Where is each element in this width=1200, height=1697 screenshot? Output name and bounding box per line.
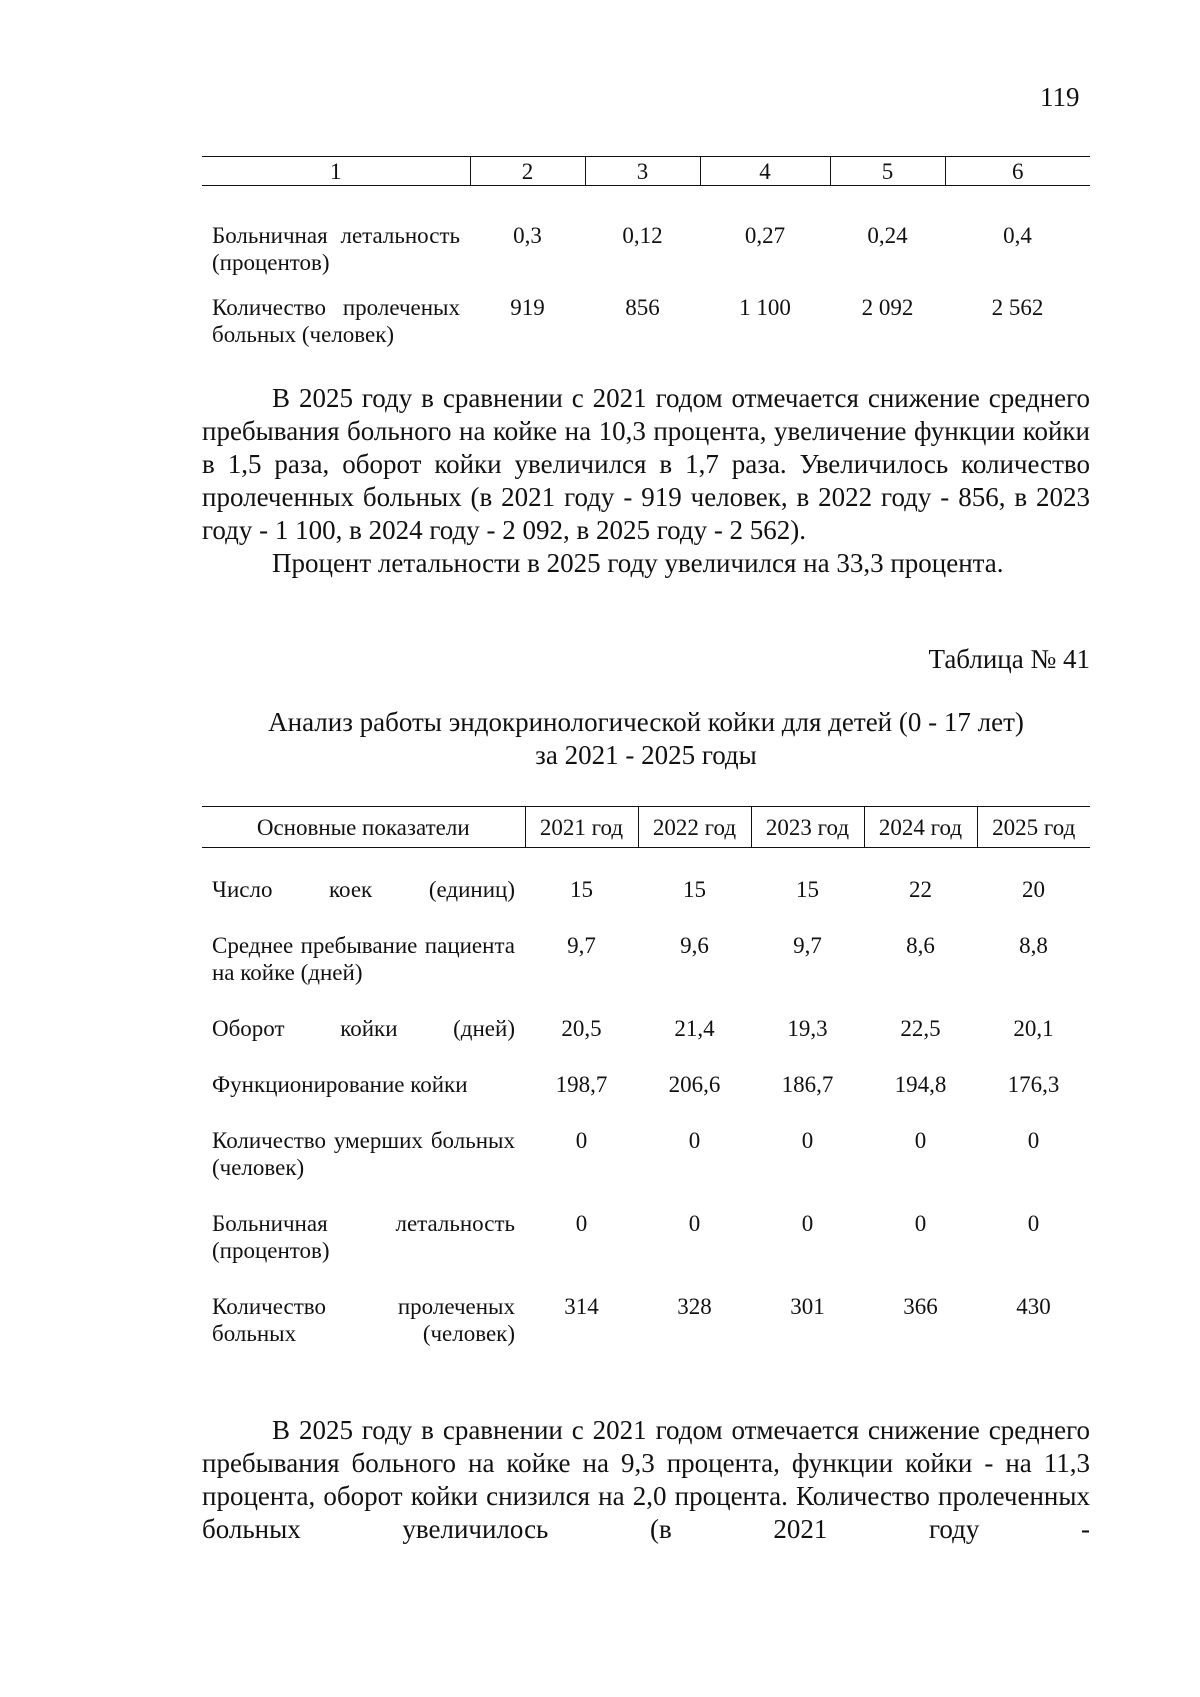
row-label: Функционирование койки	[212, 1072, 468, 1097]
cell-value: 206,6	[668, 1072, 721, 1097]
cell-value: 314	[564, 1294, 599, 1319]
table-title-line: Анализ работы эндокринологической койки для детей (0 - 17 лет)	[268, 707, 1024, 737]
paragraph-text: Процент летальности в 2025 году увеличился на 33,3 процента.	[272, 548, 1004, 578]
column-header: 4	[700, 157, 830, 186]
cell-value: 0,3	[513, 223, 542, 248]
row-label: Среднее пребывание пациента на койке (дней)	[212, 933, 515, 985]
column-header: Основные показатели	[202, 807, 525, 848]
cell-value: 1 100	[739, 295, 791, 320]
cell-value: 0	[575, 1211, 588, 1236]
cell-value: 0	[1027, 1128, 1040, 1153]
column-header: 1	[202, 157, 470, 186]
cell-value: 9,7	[793, 933, 822, 958]
cell-value: 15	[570, 877, 593, 902]
analysis-paragraph-2	[202, 1414, 1090, 1546]
row-label: Оборот койки (дней)	[212, 1016, 515, 1041]
table-row	[202, 1015, 1090, 1071]
cell-value: 0	[801, 1128, 814, 1153]
analysis-paragraph-1	[202, 382, 1090, 580]
cell-value: 856	[625, 295, 660, 320]
table-row	[202, 294, 1090, 366]
cell-value: 328	[677, 1294, 712, 1319]
cell-value: 0	[575, 1128, 588, 1153]
cell-value: 0,4	[1003, 223, 1032, 248]
cell-value: 2 092	[861, 295, 914, 320]
cell-value: 9,6	[680, 933, 709, 958]
row-label: Количество умерших больных (человек)	[212, 1128, 515, 1180]
column-header: 5	[830, 157, 945, 186]
cell-value: 2 562	[991, 295, 1044, 320]
endocrinology-bed-table	[202, 806, 1090, 1376]
cell-value: 198,7	[555, 1072, 608, 1097]
cell-value: 0	[688, 1211, 701, 1236]
cell-value: 0	[1027, 1211, 1040, 1236]
row-label: Количество пролеченых больных (человек)	[212, 1294, 515, 1346]
row-label: Число коек (единиц)	[212, 877, 515, 902]
column-header: 3	[585, 157, 700, 186]
table-number: Таблица № 41	[928, 644, 1090, 674]
cell-value: 20	[1022, 877, 1045, 902]
cell-value: 176,3	[1007, 1072, 1060, 1097]
table-header-row	[202, 157, 1090, 186]
cell-value: 919	[510, 295, 545, 320]
table-header-row	[202, 807, 1090, 848]
cell-value: 0	[914, 1211, 927, 1236]
cell-value: 20,1	[1013, 1016, 1054, 1041]
table-row	[202, 932, 1090, 1015]
column-header: 2025 год	[977, 807, 1090, 848]
cell-value: 0	[688, 1128, 701, 1153]
row-label: Больничная летальность (процентов)	[212, 223, 460, 275]
row-label: Количество пролеченых больных (человек)	[212, 295, 460, 347]
cell-value: 430	[1016, 1294, 1051, 1319]
table-title-line: за 2021 - 2025 годы	[535, 740, 757, 770]
column-header: 2023 год	[751, 807, 864, 848]
table-row	[202, 1210, 1090, 1293]
table-row	[202, 1293, 1090, 1376]
cell-value: 8,8	[1019, 933, 1048, 958]
table-row	[202, 1071, 1090, 1127]
continued-table	[202, 156, 1090, 366]
cell-value: 20,5	[561, 1016, 602, 1041]
cell-value: 19,3	[787, 1016, 828, 1041]
cell-value: 0,27	[744, 223, 786, 248]
cell-value: 15	[796, 877, 819, 902]
cell-value: 15	[683, 877, 706, 902]
cell-value: 0	[801, 1211, 814, 1236]
cell-value: 194,8	[894, 1072, 947, 1097]
paragraph-text: В 2025 году в сравнении с 2021 годом отмечается снижение среднего пребывания больного на койке на 10,3 процента, увеличение функции койки в 1,5 раза, оборот койки увеличился в 1,7 раза. Увеличилось количество пролеченных больных (в 2021 году - 919 человек, в 2022 году - 856, в 2023 году - 1 100, в 2024 году - 2 092, в 2025 году - 2 562).	[202, 383, 1090, 545]
cell-value: 366	[903, 1294, 938, 1319]
column-header: 2024 год	[864, 807, 977, 848]
column-header: 2	[470, 157, 585, 186]
cell-value: 8,6	[906, 933, 935, 958]
table-row	[202, 222, 1090, 294]
table-row	[202, 876, 1090, 932]
cell-value: 186,7	[781, 1072, 834, 1097]
cell-value: 9,7	[567, 933, 596, 958]
cell-value: 0,24	[867, 223, 908, 248]
cell-value: 0,12	[622, 223, 663, 248]
column-header: 2021 год	[525, 807, 638, 848]
table-row	[202, 1127, 1090, 1210]
column-header: 2022 год	[638, 807, 751, 848]
cell-value: 21,4	[674, 1016, 715, 1041]
row-label: Больничная летальность (процентов)	[212, 1211, 515, 1263]
paragraph-text: В 2025 году в сравнении с 2021 годом отмечается снижение среднего пребывания больного на койке на 9,3 процента, функции койки - на 11,3 процента, оборот койки снизился на 2,0 процента. Количество пролеченных больных увеличилось (в 2021 году -	[202, 1415, 1090, 1544]
cell-value: 301	[790, 1294, 825, 1319]
column-header: 6	[945, 157, 1090, 186]
cell-value: 22	[909, 877, 932, 902]
page-number: 119	[1040, 82, 1080, 112]
cell-value: 0	[914, 1128, 927, 1153]
cell-value: 22,5	[900, 1016, 941, 1041]
table-title	[202, 706, 1090, 772]
